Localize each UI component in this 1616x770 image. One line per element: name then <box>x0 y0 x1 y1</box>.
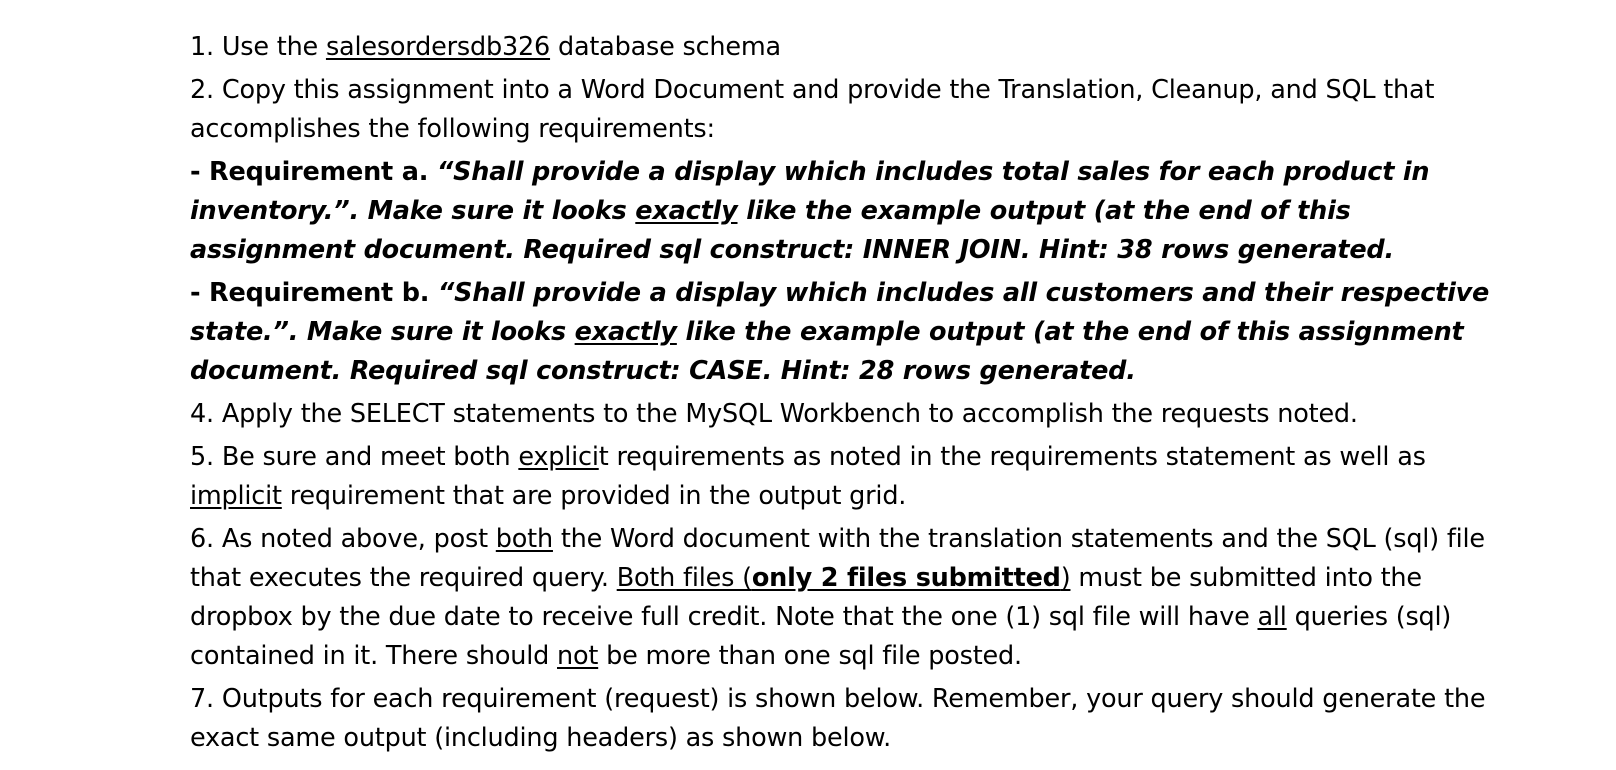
instruction-5-text-1: 5. Be sure and meet both <box>190 442 519 472</box>
explicit-underline: explici <box>518 442 599 472</box>
instruction-6-text-1: 6. As noted above, post <box>190 524 496 554</box>
instruction-1-pre: 1. Use the <box>190 32 326 62</box>
both-files-open: Both files ( <box>616 563 752 593</box>
both-underline: both <box>495 524 553 554</box>
instruction-6 <box>190 520 1490 676</box>
both-files-close: ) <box>1060 563 1071 593</box>
all-underline: all <box>1257 602 1287 632</box>
schema-name: salesordersdb326 <box>325 32 551 62</box>
requirement-b <box>190 274 1490 391</box>
only-2-files-bold: only 2 files submitted <box>751 563 1061 593</box>
assignment-document <box>190 28 1490 762</box>
requirement-a-emphasis: exactly <box>635 196 738 226</box>
requirement-a-text-1: “Shall provide a display which includes total sales for each product in inventory.”. Make sure it looks <box>190 157 1430 226</box>
instruction-5-text-3: requirement that are provided in the output grid. <box>281 481 907 511</box>
instruction-1-post: database schema <box>550 32 781 62</box>
instruction-5 <box>190 438 1490 516</box>
requirement-b-text-1: “Shall provide a display which includes all customers and their respective state.”. Make sure it looks <box>190 278 1490 347</box>
instruction-7: 7. Outputs for each requirement (request) is shown below. Remember, your query should generate the exact same output (including headers) as shown below. <box>190 684 1486 753</box>
implicit-underline: implicit <box>190 481 282 511</box>
instruction-4: 4. Apply the SELECT statements to the MySQL Workbench to accomplish the requests noted. <box>190 399 1358 429</box>
requirement-a <box>190 153 1490 270</box>
instruction-6-text-5: be more than one sql file posted. <box>598 641 1022 671</box>
instruction-2: 2. Copy this assignment into a Word Document and provide the Translation, Cleanup, and SQL that accomplishes the following requirements: <box>190 75 1435 144</box>
requirement-b-text-2: like the example output (at the end of this assignment document. Required sql construct: CASE. Hint: 28 rows generated. <box>190 317 1464 386</box>
both-files-underline <box>617 563 1071 593</box>
requirement-b-lead: - Requirement b. <box>190 278 438 308</box>
not-underline: not <box>557 641 599 671</box>
requirement-b-emphasis: exactly <box>574 317 677 347</box>
requirement-a-text-2: like the example output (at the end of this assignment document. Required sql construct: INNER JOIN. Hint: 38 rows generated. <box>190 196 1394 265</box>
requirement-a-lead: - Requirement a. <box>190 157 437 187</box>
instruction-5-text-2: t requirements as noted in the requirements statement as well as <box>598 442 1426 472</box>
instruction-6-text-4: queries (sql) contained in it. There should <box>190 602 1452 671</box>
instruction-6-text-2: the Word document with the translation statements and the SQL (sql) file that executes the required query. <box>190 524 1485 593</box>
instruction-1 <box>190 28 1490 67</box>
instruction-6-text-3: must be submitted into the dropbox by the due date to receive full credit. Note that the one (1) sql file will have <box>190 563 1422 632</box>
